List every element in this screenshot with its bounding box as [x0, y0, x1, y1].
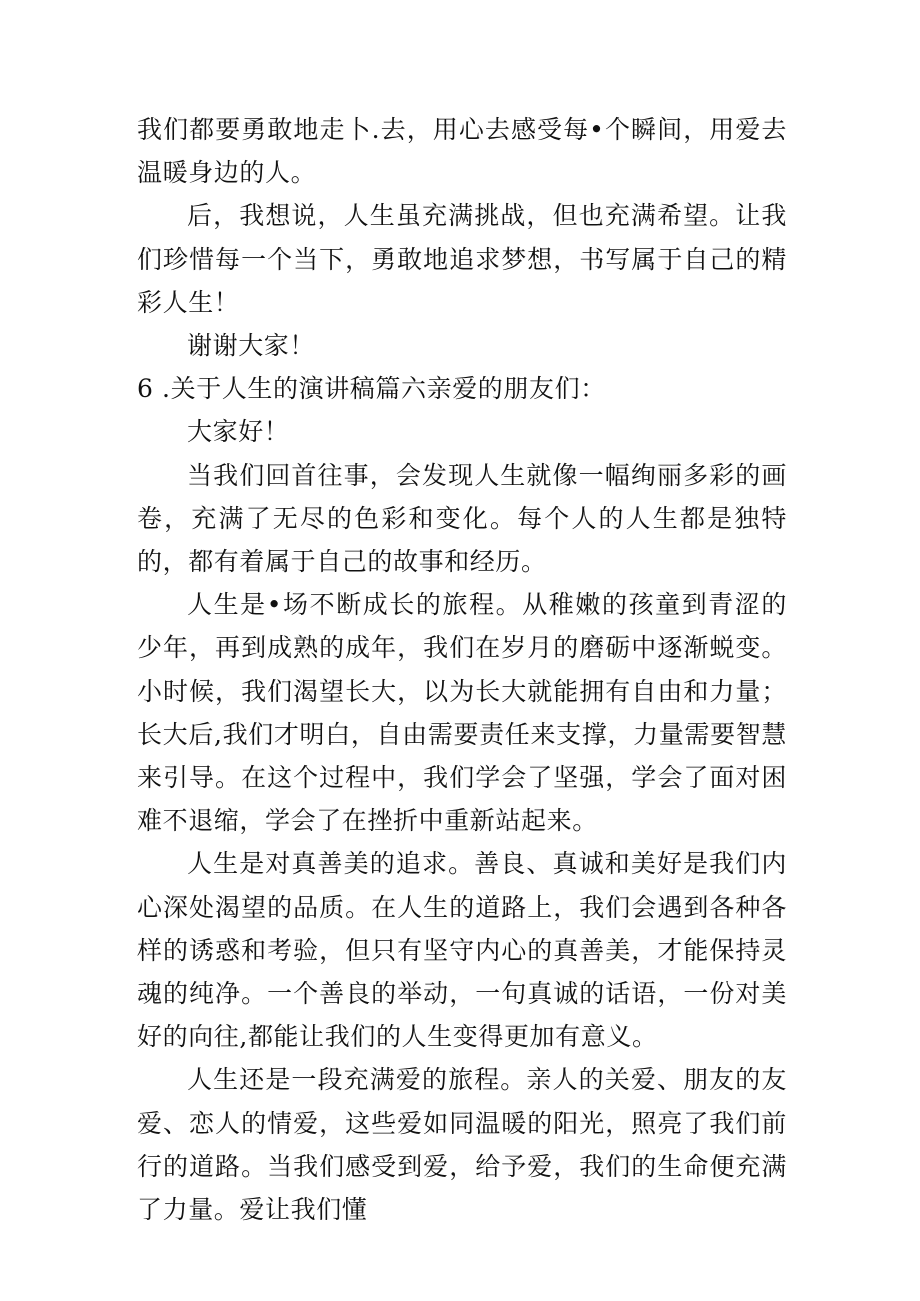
document-body — [137, 108, 787, 1231]
paragraph-truth-goodness-beauty: 人生是对真善美的追求。善良、真诚和美好是我们内心深处渴望的品质。在人生的道路上，我们会遇到各种各样的诱惑和考验，但只有坚守内心的真善美，才能保持灵魂的纯净。一个善良的举动，一句真诚的话语，一份对美好的向往,都能让我们的人生变得更加有意义。 — [137, 849, 787, 1052]
paragraph-greeting: 大家好！ — [187, 417, 290, 447]
paragraph-continuation: 我们都要勇敢地走卜.去，用心去感受每•个瞬间，用爱去温暖身边的人。 — [137, 115, 787, 188]
paragraph-thanks: 谢谢大家！ — [187, 331, 316, 361]
section-heading: 6 .关于人生的演讲稿篇六亲爱的朋友们： — [137, 374, 606, 404]
paragraph-intro: 当我们回首往事，会发现人生就像一幅绚丽多彩的画卷，充满了无尽的色彩和变化。每个人的人生都是独特的，都有着属于自己的故事和经历。 — [137, 460, 787, 577]
paragraph-love: 人生还是一段充满爱的旅程。亲人的关爱、朋友的友爱、恋人的情爱，这些爱如同温暖的阳光，照亮了我们前行的道路。当我们感受到爱，给予爱，我们的生命便充满了力量。爱让我们懂 — [137, 1065, 787, 1225]
paragraph-closing-remarks: 后，我想说，人生虽充满挑战，但也充满希望。让我们珍惜每一个当下，勇敢地追求梦想，书写属于自己的精彩人生！ — [137, 201, 787, 317]
paragraph-growth: 人生是•场不断成长的旅程。从稚嫩的孩童到青涩的少年，再到成熟的成年，我们在岁月的磨砺中逐渐蜕变。小时候，我们渴望长大，以为长大就能拥有自由和力量；长大后,我们才明白，自由需要责任来支撑，力量需要智慧来引导。在这个过程中，我们学会了坚强，学会了面对困难不退缩，学会了在挫折中重新站起来。 — [137, 590, 787, 836]
